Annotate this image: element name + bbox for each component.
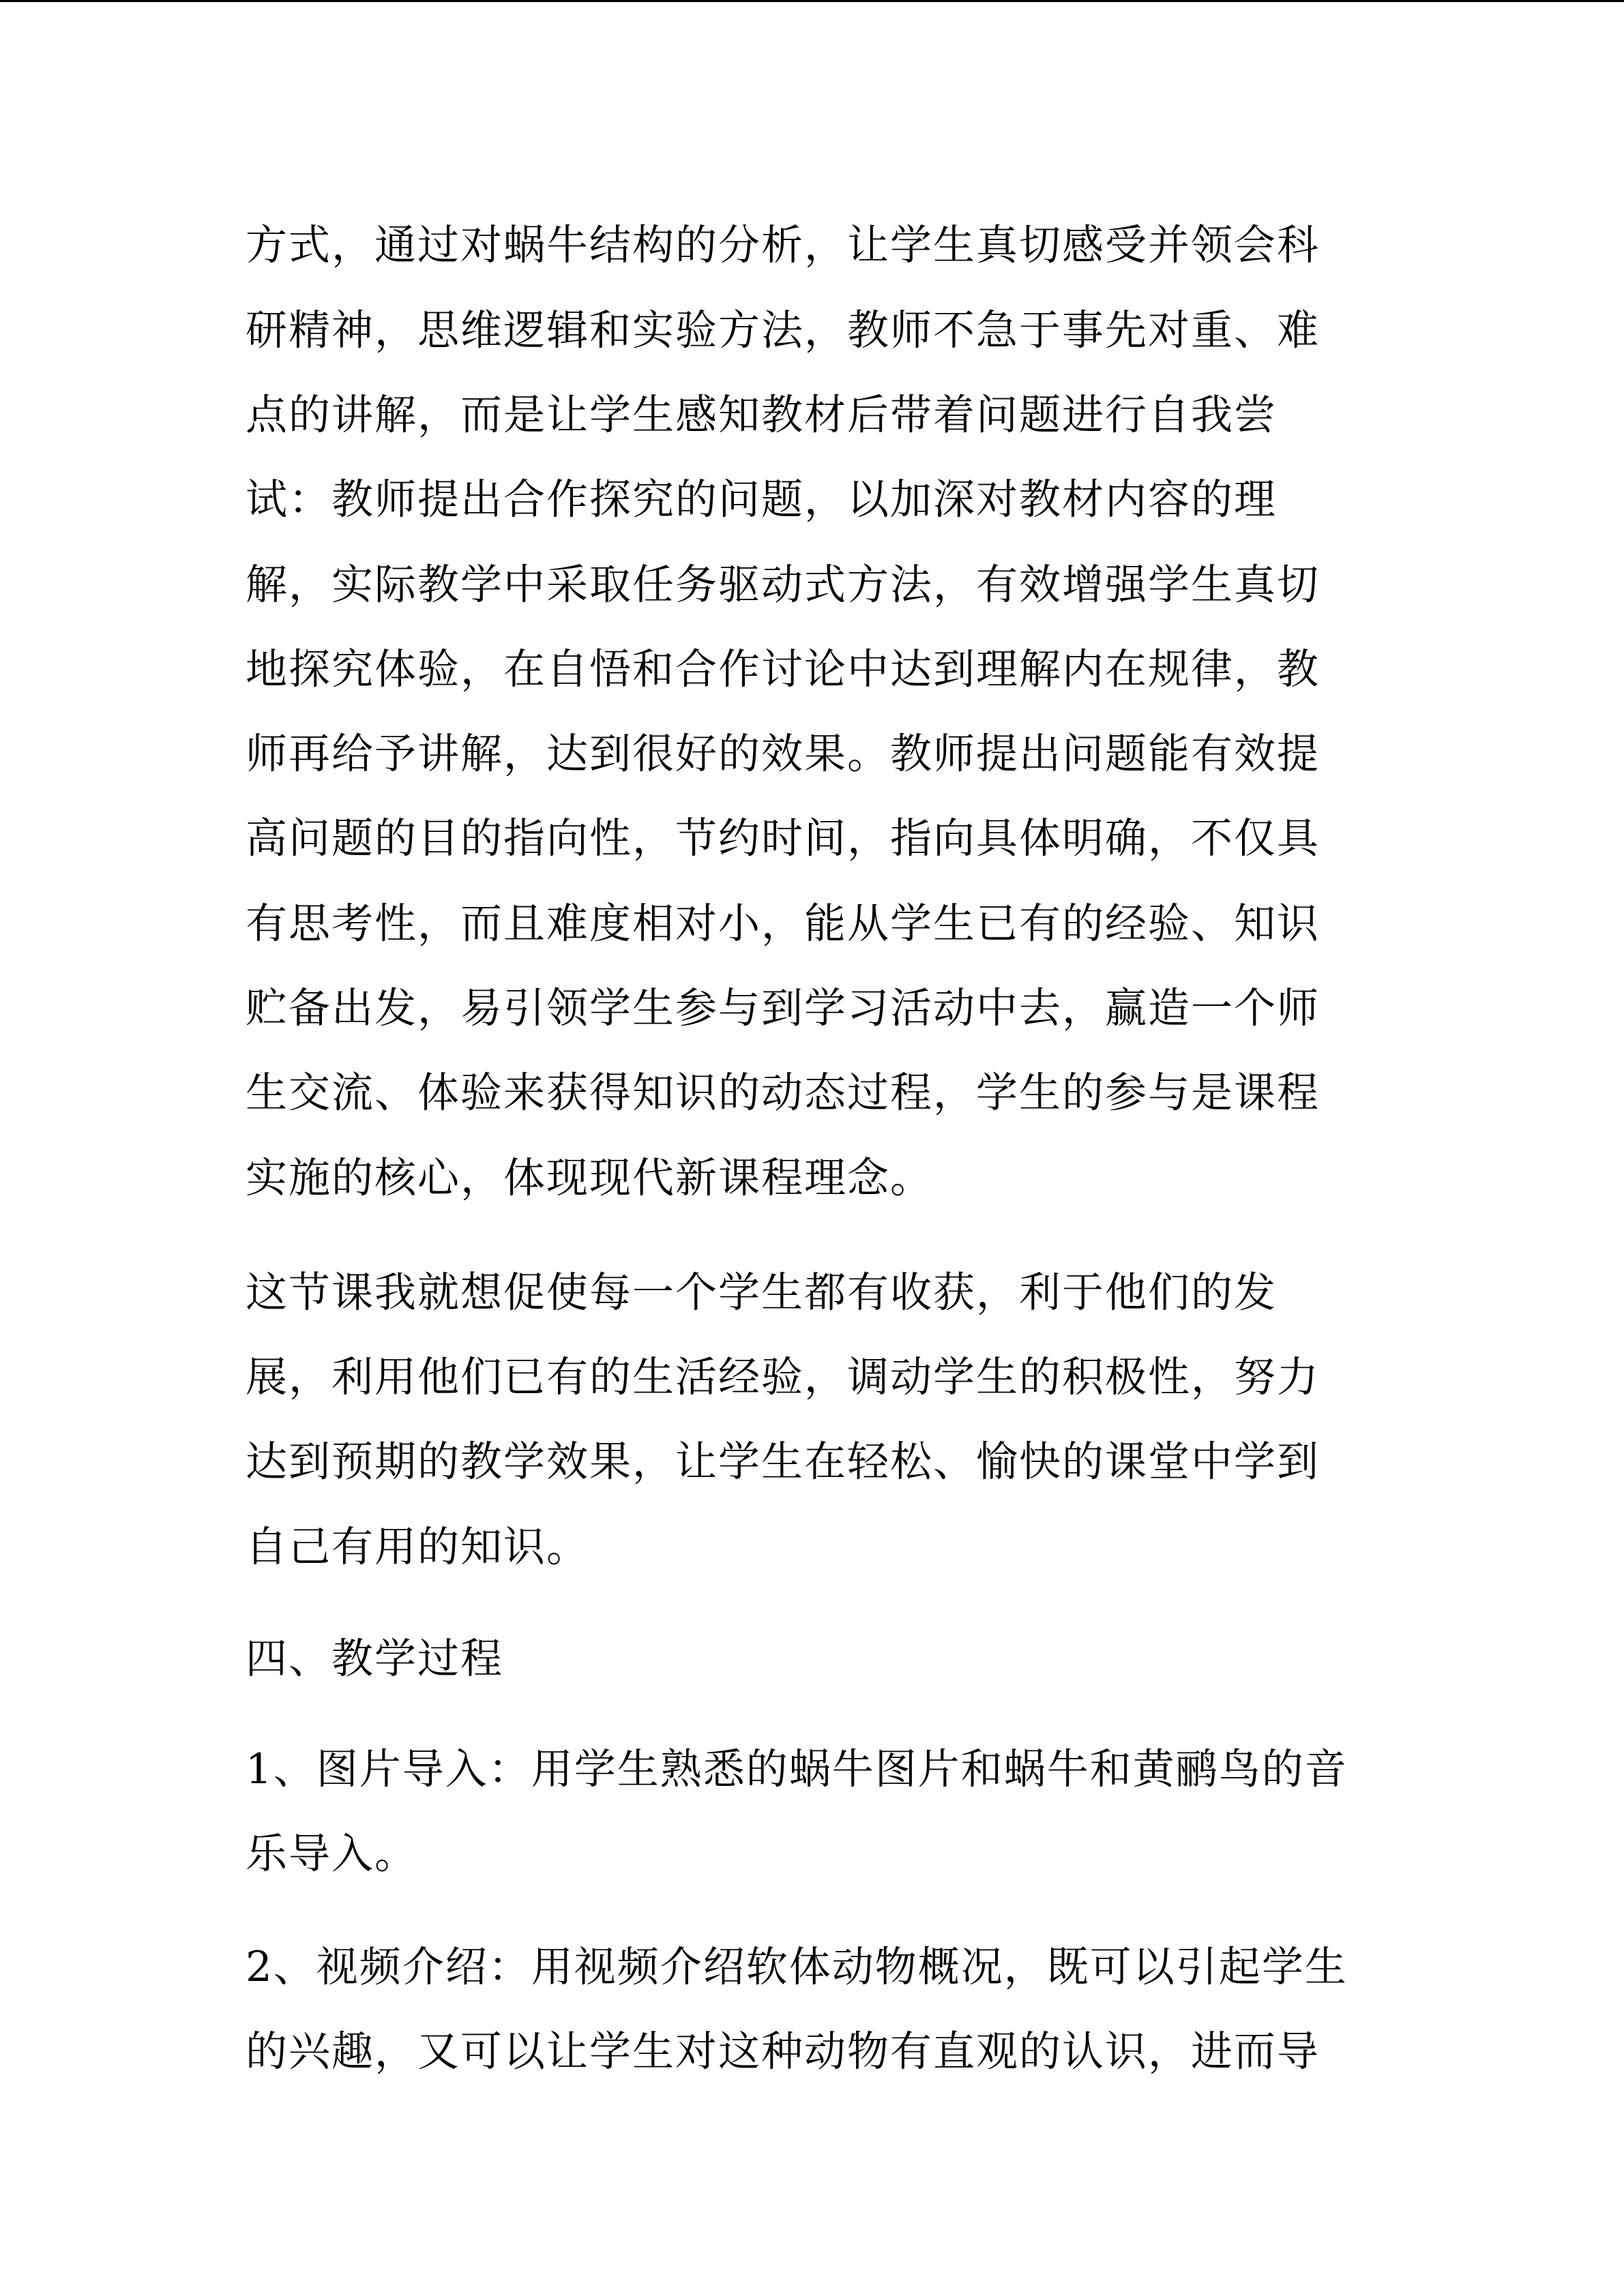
list-item-line: 乐导入。 [246,1830,418,1878]
paragraph-line: 师再给予讲解，达到很好的效果。教师提出问题能有效提 [246,730,1320,778]
list-item-line: 的兴趣，又可以让学生对这种动物有直观的认识，进而导 [246,2027,1320,2076]
paragraph-line: 有思考性，而且难度相对小，能从学生已有的经验、知识 [246,899,1320,948]
paragraph-line: 生交流、体验来获得知识的动态过程，学生的参与是课程 [246,1069,1320,1117]
paragraph-line: 自己有用的知识。 [246,1523,590,1571]
paragraph-line: 达到预期的教学效果，让学生在轻松、愉快的课堂中学到 [246,1437,1320,1486]
paragraph-line: 解，实际教学中采取任务驱动式方法，有效增强学生真切 [246,561,1320,609]
paragraph-line: 试：教师提出合作探究的问题，以加深对教材内容的理 [246,475,1278,524]
list-item-line: 1、图片导入：用学生熟悉的蜗牛图片和蜗牛和黄鹂鸟的音 [246,1745,1348,1793]
paragraph-line: 高问题的目的指向性，节约时间，指向具体明确，不仅具 [246,814,1320,863]
section-heading: 四、教学过程 [246,1635,504,1683]
paragraph-line: 研精神，思维逻辑和实验方法，教师不急于事先对重、难 [246,306,1320,355]
paragraph-line: 方式，通过对蜗牛结构的分析，让学生真切感受并领会科 [246,221,1320,269]
paragraph-line: 地探究体验，在自悟和合作讨论中达到理解内在规律，教 [246,645,1320,694]
list-item-line: 2、视频介绍：用视频介绍软体动物概况，既可以引起学生 [246,1943,1348,1991]
paragraph-line: 点的讲解，而是让学生感知教材后带着问题进行自我尝 [246,391,1278,439]
paragraph-line: 展，利用他们已有的生活经验，调动学生的积极性，努力 [246,1353,1320,1401]
paragraph-line: 贮备出发，易引领学生参与到学习活动中去，赢造一个师 [246,984,1320,1032]
paragraph-line: 这节课我就想促使每一个学生都有收获，利于他们的发 [246,1268,1278,1317]
paragraph-line: 实施的核心，体现现代新课程理念。 [246,1154,934,1202]
